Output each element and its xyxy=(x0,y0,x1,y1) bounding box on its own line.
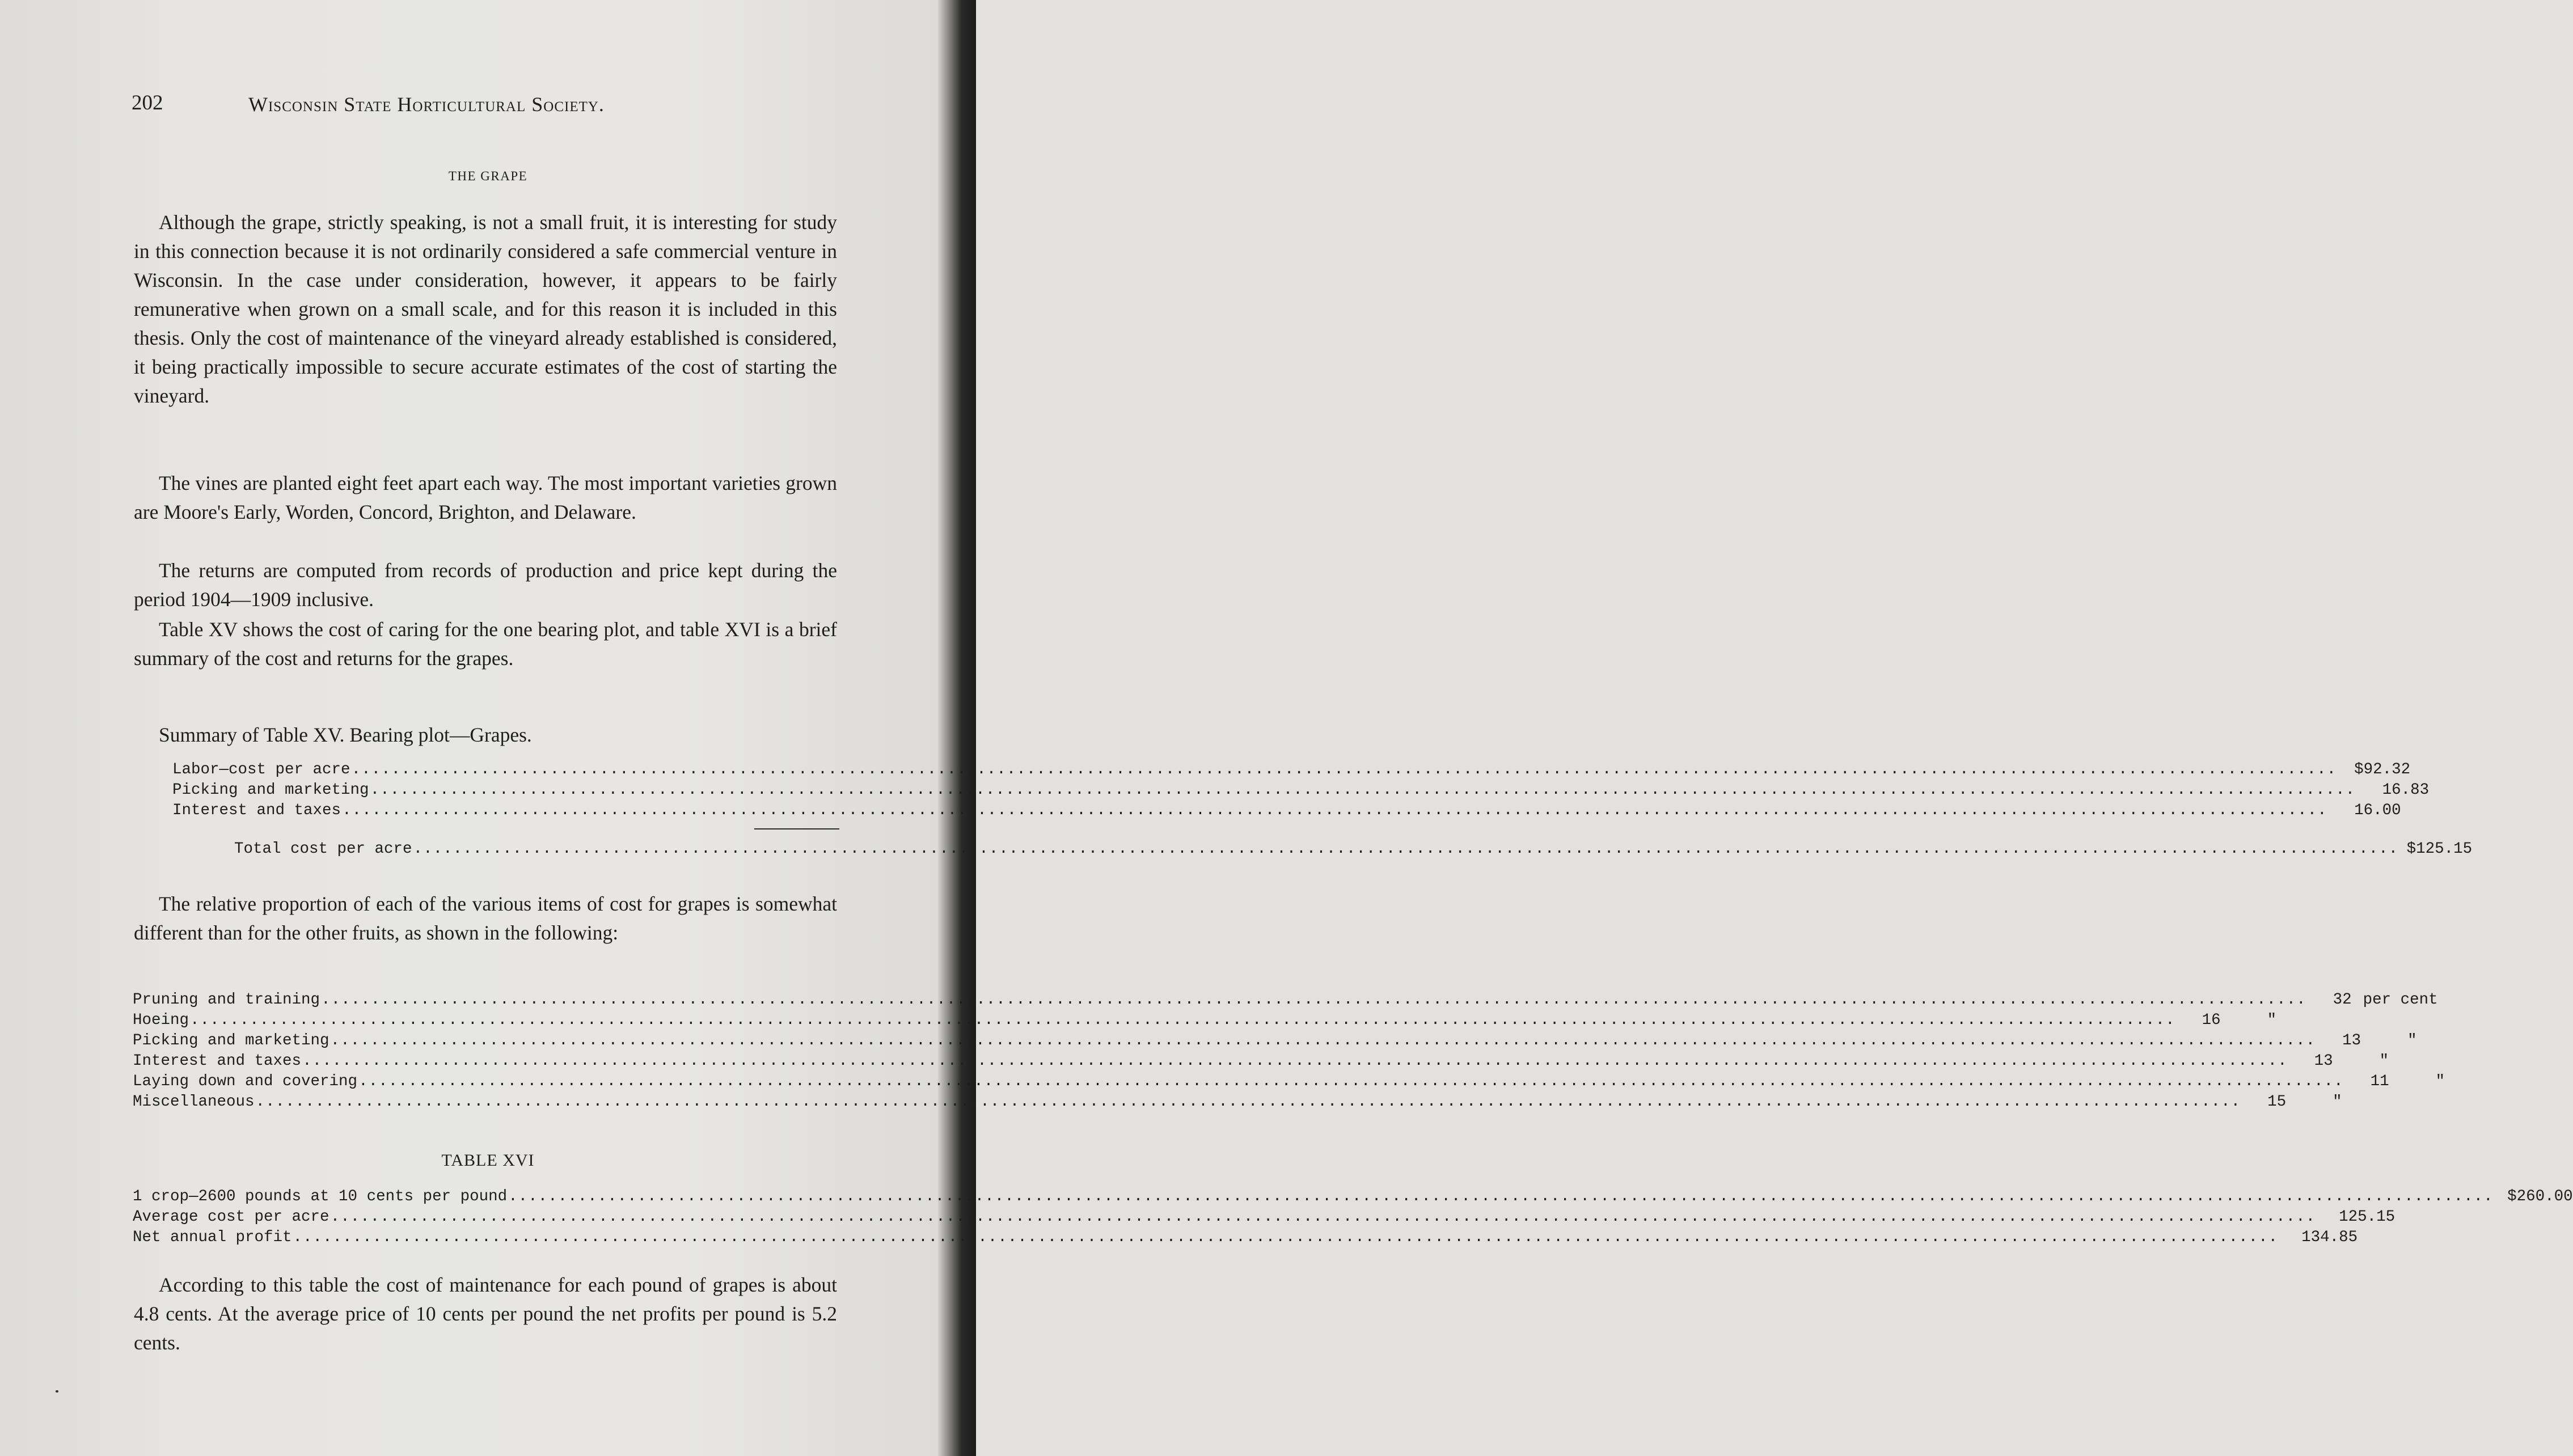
table-row xyxy=(133,1031,2417,1051)
row-unit: " xyxy=(2267,1011,2277,1029)
row-value: 13 xyxy=(2342,1032,2361,1049)
row-unit: " xyxy=(2407,1032,2417,1049)
proportion-paragraph xyxy=(134,890,837,947)
dot-leader: ........................................................................................................................................................................................................ xyxy=(508,1188,2494,1205)
dot-leader: ........................................................................................................................................................................................................ xyxy=(358,1073,2344,1090)
dot-leader: ........................................................................................................................................................................................................ xyxy=(351,761,2337,778)
intro-text: Although the grape, strictly speaking, is not a small fruit, it is interesting for study in this connection because it is not ordinarily considered a safe commercial venture in Wisconsin. In the case under consideration, however, it appears to be fairly remunerative when grown on a small scale, and for this reason it is included in this thesis. Only the cost of maintenance of the vineyard already established is considered, it being practically impossible to secure accurate estimates of the cost of starting the vineyard. xyxy=(134,211,837,407)
page-number: 202 xyxy=(132,91,163,115)
vines-paragraph xyxy=(134,469,837,527)
row-label: Total cost per acre xyxy=(234,840,412,858)
row-value: 125.15 xyxy=(2339,1208,2395,1226)
table-row xyxy=(133,1207,2395,1228)
row-label: Interest and taxes xyxy=(172,802,341,819)
table-row xyxy=(133,1072,2445,1092)
total-rule xyxy=(754,828,839,829)
dot-leader: ........................................................................................................................................................................................................ xyxy=(330,1032,2316,1049)
row-label: Miscellaneous xyxy=(133,1093,255,1111)
running-head xyxy=(132,91,846,119)
row-label: Labor—cost per acre xyxy=(172,761,350,778)
row-label: Pruning and training xyxy=(133,991,320,1009)
dot-leader: ........................................................................................................................................................................................................ xyxy=(413,840,2399,858)
dot-leader: ........................................................................................................................................................................................................ xyxy=(302,1052,2288,1070)
vines-text: The vines are planted eight feet apart each way. The most important varieties grown are Moore's Early, Worden, Concord, Brighton, and Delaware. xyxy=(134,472,837,523)
dot-leader: ........................................................................................................................................................................................................ xyxy=(342,802,2327,819)
row-label: 1 crop—2600 pounds at 10 cents per pound xyxy=(133,1188,508,1205)
dot-leader: ........................................................................................................................................................................................................ xyxy=(370,781,2356,799)
row-label: Picking and marketing xyxy=(133,1032,329,1049)
row-value: 11 xyxy=(2370,1073,2389,1090)
table-row xyxy=(133,1092,2342,1112)
row-label: Net annual profit xyxy=(133,1229,292,1246)
table-row xyxy=(133,1228,2358,1248)
dot-leader: ........................................................................................................................................................................................................ xyxy=(293,1229,2279,1246)
dot-leader: ........................................................................................................................................................................................................ xyxy=(321,991,2306,1009)
row-value: $260.00 xyxy=(2507,1188,2573,1205)
cost-proportion-table xyxy=(133,990,2445,1112)
proportion-text: The relative proportion of each of the various items of cost for grapes is somewhat different than for the other fruits, as shown in the following: xyxy=(134,892,837,944)
row-unit: per cent xyxy=(2363,991,2438,1009)
tables-text: Table XV shows the cost of caring for the one bearing plot, and table XVI is a brief summary of the cost and returns for the grapes. xyxy=(134,618,837,670)
conclusion-paragraph xyxy=(134,1271,837,1357)
dot-leader: ........................................................................................................................................................................................................ xyxy=(255,1093,2241,1111)
row-label: Picking and marketing xyxy=(172,781,369,799)
table-row xyxy=(133,1187,2573,1207)
row-value: 16.00 xyxy=(2354,802,2401,819)
tables-paragraph xyxy=(134,615,837,673)
returns-text: The returns are computed from records of production and price kept during the period 1904—1909 inclusive. xyxy=(134,559,837,611)
table-row xyxy=(133,990,2438,1010)
table-row xyxy=(234,839,2473,860)
row-value: 32 xyxy=(2333,991,2352,1009)
row-unit: " xyxy=(2333,1093,2342,1111)
table-row xyxy=(133,1010,2277,1031)
summary-table-title: Summary of Table XV. Bearing plot—Grapes. xyxy=(159,723,532,746)
row-unit: " xyxy=(2379,1052,2389,1070)
row-label: Hoeing xyxy=(133,1011,189,1029)
returns-paragraph xyxy=(134,556,837,614)
row-label: Average cost per acre xyxy=(133,1208,329,1226)
row-value: 134.85 xyxy=(2301,1229,2358,1246)
row-value: 13 xyxy=(2314,1052,2333,1070)
row-value: $92.32 xyxy=(2354,761,2411,778)
total-cost-row xyxy=(234,839,2473,860)
table-row xyxy=(172,801,2401,821)
conclusion-text: According to this table the cost of maintenance for each pound of grapes is about 4.8 cents. At the average price of 10 cents per pound the net profits per pound is 5.2 cents. xyxy=(134,1273,837,1354)
journal-title: Wisconsin State Horticultural Society. xyxy=(248,93,605,116)
table-xvi-title: TABLE XVI xyxy=(441,1151,535,1170)
dot-leader: ........................................................................................................................................................................................................ xyxy=(190,1011,2175,1029)
row-value: 16 xyxy=(2202,1011,2221,1029)
dot-leader: ........................................................................................................................................................................................................ xyxy=(330,1208,2316,1226)
row-unit: " xyxy=(2435,1073,2445,1090)
row-label: Laying down and covering xyxy=(133,1073,358,1090)
row-value: 15 xyxy=(2267,1093,2287,1111)
row-value: 16.83 xyxy=(2382,781,2430,799)
table-xvi xyxy=(133,1187,2573,1248)
intro-paragraph xyxy=(134,208,837,410)
summary-cost-table xyxy=(172,760,2430,821)
row-label: Interest and taxes xyxy=(133,1052,302,1070)
table-row xyxy=(172,780,2430,801)
table-row xyxy=(133,1051,2389,1072)
table-row xyxy=(172,760,2411,780)
section-title: THE GRAPE xyxy=(448,169,528,183)
print-speck xyxy=(56,1390,58,1392)
row-value: $125.15 xyxy=(2406,840,2473,858)
